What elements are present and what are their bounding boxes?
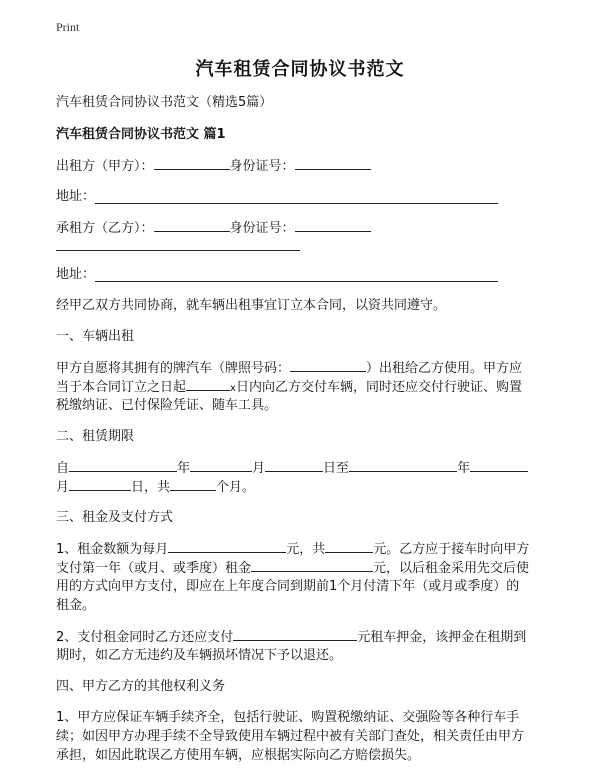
total-months-blank [170,476,216,491]
total-label: 日，共 [131,480,171,495]
from-label: 自 [56,461,70,476]
section-2-heading: 二、租赁期限 [56,429,135,444]
rights-line-3: 承担，如因此耽误乙方使用车辆，应根据实际向乙方赔偿损失。 [56,748,421,763]
intro-paragraph: 经甲乙双方共同协商，就车辆出租事宜订立本合同，以资共同遵守。 [56,298,447,313]
lessee-label: 承租方（乙方）： [56,221,154,236]
start-year-blank [69,457,177,472]
section-1-heading: 一、车辆出租 [56,329,135,344]
first-rent-blank [251,557,373,572]
lessor-id-label: 身份证号： [229,159,295,174]
s1-text-a: 甲方自愿将其拥有的牌汽车（牌照号码： [56,361,291,376]
lessee-id-label: 身份证号： [229,221,295,236]
day-to-label: 日至 [323,461,350,476]
rent-line-4: 租金。 [56,598,96,613]
deposit-blank [233,626,357,641]
rent-text-c: 元。乙方应于接车时向甲方 [373,542,530,557]
start-month-blank [190,457,252,472]
section-1-line-3: 税缴纳证、已付保险凭证、随车工具。 [56,398,278,413]
lessee-blank [154,217,230,232]
lessor-line [56,155,371,178]
section-4-heading: 四、甲方乙方的其他权利义务 [56,679,226,694]
months-label: 个月。 [216,480,256,495]
end-month-label: 月 [56,480,70,495]
month-label: 月 [252,461,266,476]
deposit-text-b: 元租车押金，该押金在租期到 [357,630,527,645]
start-day-blank [265,457,323,472]
monthly-rent-blank [168,538,286,553]
s1-text-b: ）出租给乙方使用。甲方应 [366,361,523,376]
s1-text-d: 日内向乙方交付车辆，同时还应交付行驶证、购置 [235,380,522,395]
end-year-label: 年 [457,461,471,476]
lessee-address-label: 地址： [56,267,96,282]
lease-period-line-2 [56,476,255,499]
lessor-id-blank [295,155,371,170]
first-rent-label: 支付第一年（或月、或季度）租金 [56,561,252,576]
deposit-label: 2、支付租金同时乙方还应支付 [56,630,234,645]
monthly-rent-label: 1、租金数额为每月 [56,542,169,557]
lessee-line [56,217,371,240]
total-rent-blank [325,538,373,553]
section-heading: 汽车租赁合同协议书范文 篇1 [56,127,226,142]
s1-text-c: 当于本合同订立之日起 [56,380,187,395]
end-month-blank-a [470,457,528,472]
lessor-address-blank [95,203,498,204]
lessee-id-blank [295,217,371,232]
lessor-blank [154,155,230,170]
yuan-total-label: 元，共 [286,542,326,557]
subtitle: 汽车租赁合同协议书范文（精选5篇） [56,95,273,110]
end-day-blank [69,476,131,491]
page-title: 汽车租赁合同协议书范文 [195,59,405,80]
lessor-address-label: 地址： [56,189,96,204]
rent-line-3: 用的方式向甲方支付，即应在上年度合同到期前1个月付清下年（或月或季度）的 [56,579,520,594]
print-link[interactable]: Print [56,20,80,34]
lessee-address-blank [95,281,498,282]
year-label: 年 [177,461,191,476]
lessee-id-continuation-blank [56,250,300,251]
rights-line-2: 续；如因甲方办理手续不全导致使用车辆过程中被有关部门查处，相关责任由甲方 [56,729,525,744]
rent-text-d: 元，以后租金采用先交后使 [373,561,530,576]
deposit-line-2: 期时，如乙方无违约及车辆损坏情况下予以退还。 [56,648,343,663]
rights-line-1: 1、甲方应保证车辆手续齐全，包括行驶证、购置税缴纳证、交强险等各种行车手 [56,710,520,725]
lessor-label: 出租方（甲方）： [56,159,154,174]
s1-x-mark: x [230,383,236,394]
plate-number-blank [290,357,366,372]
end-year-blank [349,457,457,472]
section-3-heading: 三、租金及支付方式 [56,510,174,525]
delivery-days-blank [186,376,230,391]
